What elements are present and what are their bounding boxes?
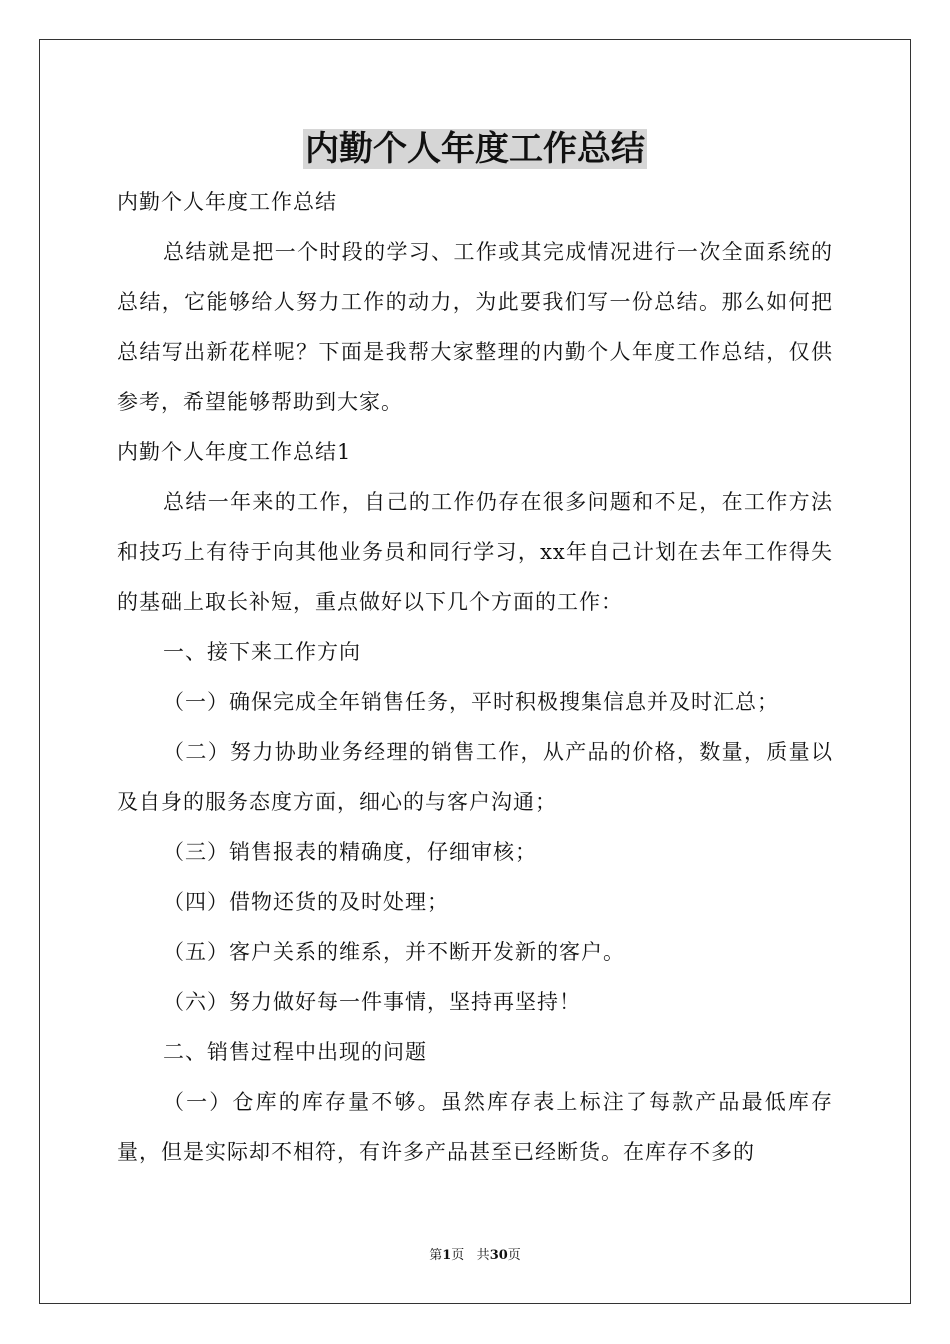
- document-body: [117, 177, 833, 1177]
- document-title: [0, 125, 950, 173]
- list-item: （五）客户关系的维系，并不断开发新的客户。: [163, 940, 625, 964]
- list-item: （六）努力做好每一件事情，坚持再坚持！: [163, 990, 581, 1014]
- page-suffix: 页: [451, 1248, 465, 1263]
- paragraph: 总结就是把一个时段的学习、工作或其完成情况进行一次全面系统的总结，它能够给人努力工作的动力，为此要我们写一份总结。那么如何把总结写出新花样呢？下面是我帮大家整理的内勤个人年度工作总结，仅供参考，希望能够帮助到大家。: [117, 240, 833, 414]
- section-heading: 内勤个人年度工作总结1: [117, 440, 352, 464]
- list-item: （一）确保完成全年销售任务，平时积极搜集信息并及时汇总；: [163, 690, 779, 714]
- page-footer: [0, 1246, 950, 1266]
- list-item: （二）努力协助业务经理的销售工作，从产品的价格，数量，质量以及自身的服务态度方面，细心的与客户沟通；: [117, 740, 833, 814]
- subsection-heading: 一、接下来工作方向: [163, 640, 361, 664]
- total-prefix: 共: [476, 1248, 490, 1263]
- paragraph: 内勤个人年度工作总结: [117, 190, 337, 214]
- list-item: （一）仓库的库存量不够。虽然库存表上标注了每款产品最低库存量，但是实际却不相符，有许多产品甚至已经断货。在库存不多的: [117, 1090, 833, 1164]
- total-suffix: 页: [507, 1248, 521, 1263]
- list-item: （四）借物还货的及时处理；: [163, 890, 449, 914]
- paragraph: 总结一年来的工作，自己的工作仍存在很多问题和不足，在工作方法和技巧上有待于向其他业务员和同行学习，xx年自己计划在去年工作得失的基础上取长补短，重点做好以下几个方面的工作：: [117, 490, 833, 614]
- page-prefix: 第: [429, 1248, 443, 1263]
- total-pages: 30: [489, 1248, 508, 1263]
- subsection-heading: 二、销售过程中出现的问题: [163, 1040, 427, 1064]
- list-item: （三）销售报表的精确度，仔细审核；: [163, 840, 537, 864]
- document-title-text: 内勤个人年度工作总结: [305, 129, 645, 169]
- page-number: 1: [442, 1248, 452, 1263]
